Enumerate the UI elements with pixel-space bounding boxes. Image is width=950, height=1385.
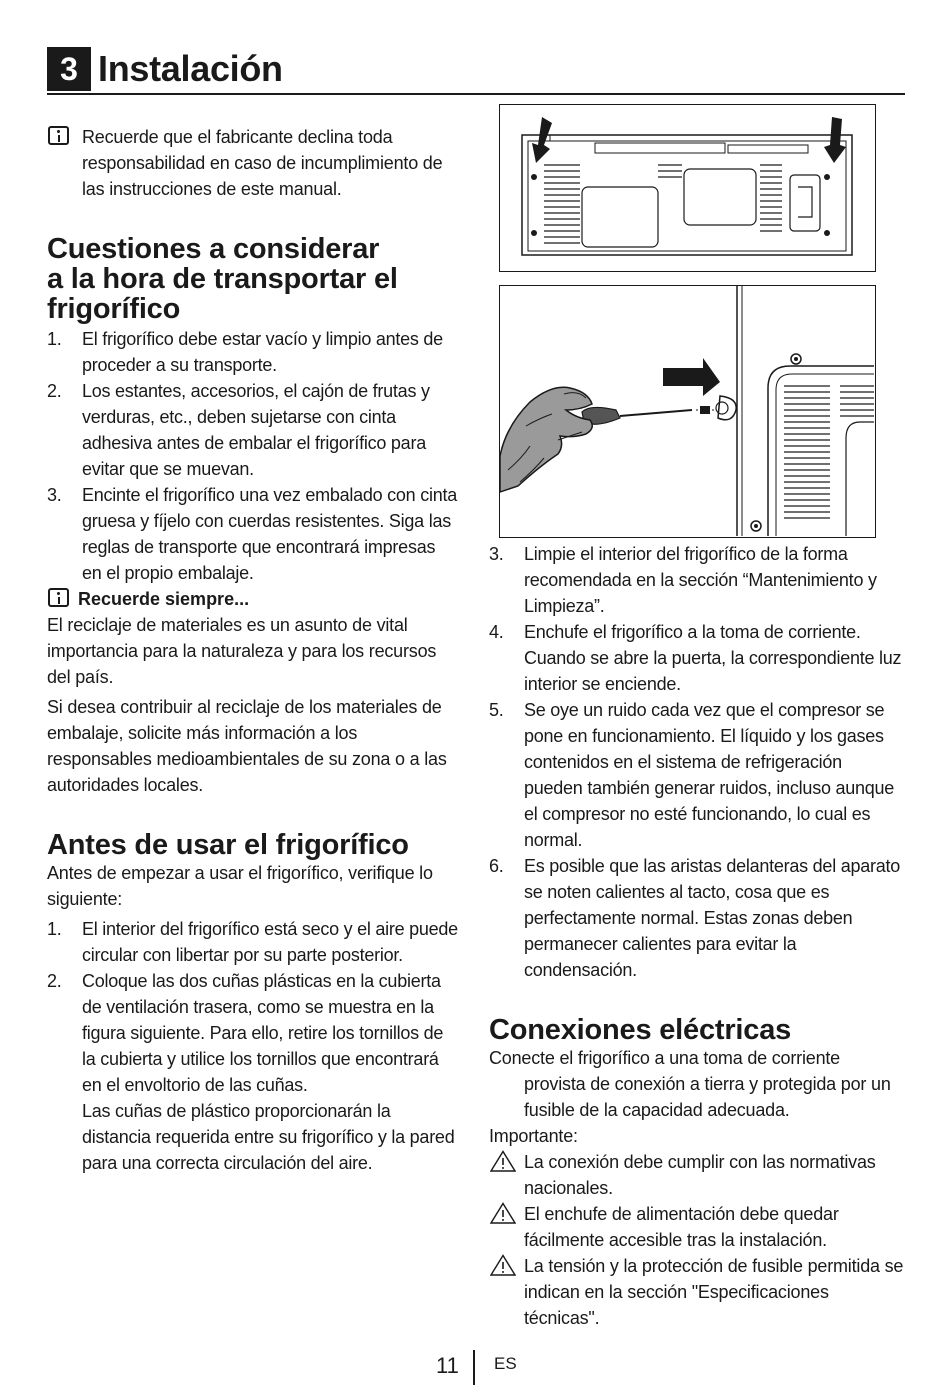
before-use-list-continued <box>489 541 905 983</box>
warning-item <box>489 1201 905 1253</box>
warning-item <box>489 1149 905 1201</box>
warning-triangle-icon <box>490 1202 516 1224</box>
list-item <box>47 968 459 1176</box>
wedge-installation-illustration <box>500 286 874 536</box>
left-column <box>47 124 459 1176</box>
intro-note <box>47 124 459 202</box>
list-text: Limpie el interior del frigorífico de la forma recomendada en la sección “Mantenimiento y Limpieza”. <box>524 544 877 616</box>
remember-label: Recuerde siempre... <box>78 589 250 609</box>
list-number: 4. <box>489 622 504 642</box>
section-title: Instalación <box>98 48 283 89</box>
list-number: 2. <box>47 381 62 401</box>
rear-cover-illustration <box>500 105 874 270</box>
list-item <box>47 326 459 378</box>
transport-heading-line: Cuestiones a considerar <box>47 233 380 265</box>
list-number: 3. <box>489 544 504 564</box>
list-text: Encinte el frigorífico una vez embalado con cinta gruesa y fíjelo con cuerdas resistentes. Siga las reglas de transporte que encontrará impresas en el propio embalaje. <box>82 485 457 583</box>
list-text: Es posible que las aristas delanteras del aparato se noten calientes al tacto, cosa que es perfectamente normal. Estas zonas deben permanecer calientes para evitar la condensación. <box>524 856 900 980</box>
right-column <box>489 541 905 1331</box>
list-number: 3. <box>47 485 62 505</box>
electrical-intro: Conecte el frigorífico a una toma de corriente provista de conexión a tierra y protegida por un fusible de la capacidad adecuada. <box>489 1048 891 1120</box>
warning-text: La conexión debe cumplir con las normativas nacionales. <box>524 1152 876 1198</box>
intro-note-text: Recuerde que el fabricante declina toda responsabilidad en caso de incumplimiento de las instrucciones de este manual. <box>82 127 443 199</box>
recycling-paragraph-2: Si desea contribuir al reciclaje de los materiales de embalaje, solicite más información a los responsables medioambientales de su zona o a las autoridades locales. <box>47 697 447 795</box>
list-item <box>47 482 459 586</box>
list-item <box>489 697 905 853</box>
list-number: 1. <box>47 919 62 939</box>
before-use-heading: Antes de usar el frigorífico <box>47 829 409 861</box>
electrical-heading: Conexiones eléctricas <box>489 1014 792 1046</box>
transport-heading-line: frigorífico <box>47 293 181 325</box>
list-text: El frigorífico debe estar vacío y limpio antes de proceder a su transporte. <box>82 329 443 375</box>
transport-heading-line: a la hora de transportar el <box>47 263 398 295</box>
recycling-paragraph: El reciclaje de materiales es un asunto de vital importancia para la naturaleza y para los recursos del país. <box>47 615 437 687</box>
warning-text: El enchufe de alimentación debe quedar fácilmente accesible tras la instalación. <box>524 1204 839 1250</box>
warning-item <box>489 1253 905 1331</box>
list-item <box>47 378 459 482</box>
list-text: Coloque las dos cuñas plásticas en la cubierta de ventilación trasera, como se muestra en la figura siguiente. Para ello, retire los tornillos de la cubierta y utilice los tornillos que encontrará en el envoltorio de las cuñas. <box>82 971 444 1095</box>
list-number: 1. <box>47 329 62 349</box>
language-code: ES <box>494 1354 517 1373</box>
warning-triangle-icon <box>490 1254 516 1276</box>
warning-text: La tensión y la protección de fusible permitida se indican en la sección "Especificaciones técnicas". <box>524 1256 904 1328</box>
rear-cover-figure <box>499 104 876 272</box>
page-number: 11 <box>436 1353 459 1378</box>
list-item <box>489 853 905 983</box>
section-header <box>47 47 905 95</box>
list-text: Enchufe el frigorífico a la toma de corriente. Cuando se abre la puerta, la correspondiente luz interior se enciende. <box>524 622 902 694</box>
footer-divider <box>473 1350 475 1385</box>
remember-note <box>47 586 459 612</box>
list-item <box>489 619 905 697</box>
before-use-intro: Antes de empezar a usar el frigorífico, verifique lo siguiente: <box>47 863 433 909</box>
list-number: 6. <box>489 856 504 876</box>
info-icon <box>48 126 69 145</box>
transport-heading <box>47 234 459 324</box>
list-number: 2. <box>47 971 62 991</box>
list-text: Se oye un ruido cada vez que el compresor se pone en funcionamiento. El líquido y los gases contenidos en el sistema de refrigeración pueden también generar ruidos, incluso aunque el compresor no esté funcionando, lo cual es normal. <box>524 700 895 850</box>
list-text: Los estantes, accesorios, el cajón de frutas y verduras, etc., deben sujetarse con cinta adhesiva antes de embalar el frigorífico para evitar que se muevan. <box>82 381 430 479</box>
list-extra-text: Las cuñas de plástico proporcionarán la distancia requerida entre su frigorífico y la pared para una correcta circulación del aire. <box>82 1101 455 1173</box>
important-label: Importante: <box>489 1126 578 1146</box>
section-number: 3 <box>47 47 91 91</box>
screwdriver-figure <box>499 285 876 538</box>
info-icon <box>48 588 69 607</box>
list-text: El interior del frigorífico está seco y el aire puede circular con libertar por su parte posterior. <box>82 919 458 965</box>
transport-list <box>47 326 459 586</box>
list-item <box>489 541 905 619</box>
list-item <box>47 916 459 968</box>
warning-triangle-icon <box>490 1150 516 1172</box>
list-number: 5. <box>489 700 504 720</box>
before-use-list <box>47 916 459 1176</box>
